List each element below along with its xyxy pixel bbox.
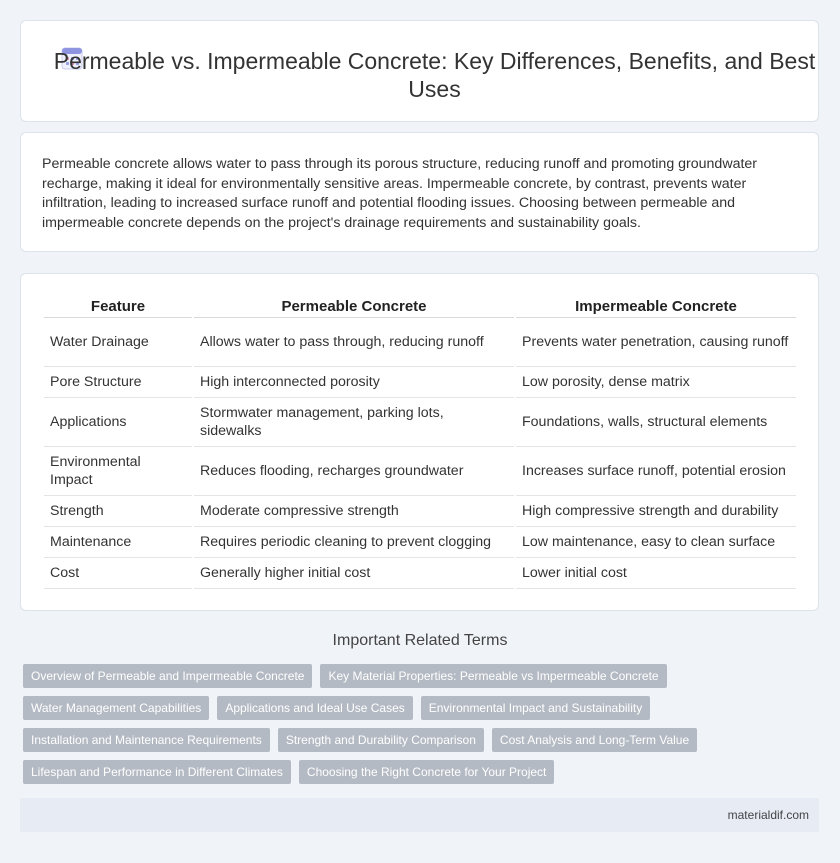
column-header-feature: Feature: [44, 296, 192, 318]
table-cell-impermeable: Low porosity, dense matrix: [516, 367, 796, 398]
related-term-link[interactable]: Water Management Capabilities: [23, 696, 209, 720]
related-term-link[interactable]: Applications and Ideal Use Cases: [217, 696, 412, 720]
table-cell-permeable: Allows water to pass through, reducing runoff: [194, 318, 514, 367]
column-header-impermeable: Impermeable Concrete: [516, 296, 796, 318]
table-row: [44, 367, 796, 398]
table-cell-feature: Applications: [44, 398, 192, 447]
table-header-row: [44, 296, 796, 318]
table-row: [44, 496, 796, 527]
related-term-link[interactable]: Environmental Impact and Sustainability: [421, 696, 650, 720]
table-cell-feature: Cost: [44, 558, 192, 589]
table-cell-impermeable: Increases surface runoff, potential erosion: [516, 447, 796, 496]
intro-paragraph: Permeable concrete allows water to pass through its porous structure, reducing runoff and promoting groundwater recharge, making it ideal for environmentally sensitive areas. Impermeable concrete, by contrast, prevents water infiltration, leading to increased surface runoff and potential flooding issues. Choosing between permeable and impermeable concrete depends on the project's drainage requirements and sustainability goals.: [42, 156, 758, 231]
table-cell-feature: Maintenance: [44, 527, 192, 558]
table-row: [44, 398, 796, 447]
table-cell-impermeable: Prevents water penetration, causing runoff: [516, 318, 796, 367]
table-cell-permeable: Requires periodic cleaning to prevent clogging: [194, 527, 514, 558]
related-term-link[interactable]: Strength and Durability Comparison: [278, 728, 484, 752]
table-cell-permeable: Generally higher initial cost: [194, 558, 514, 589]
related-term-link[interactable]: Overview of Permeable and Impermeable Concrete: [23, 664, 312, 688]
table-cell-impermeable: Lower initial cost: [516, 558, 796, 589]
related-term-link[interactable]: Installation and Maintenance Requirements: [23, 728, 270, 752]
comparison-card: [20, 273, 819, 611]
table-row: [44, 318, 796, 367]
comparison-table: [42, 296, 798, 589]
table-cell-impermeable: Foundations, walls, structural elements: [516, 398, 796, 447]
table-cell-feature: Pore Structure: [44, 367, 192, 398]
column-header-permeable: Permeable Concrete: [194, 296, 514, 318]
table-row: [44, 558, 796, 589]
table-cell-permeable: High interconnected porosity: [194, 367, 514, 398]
intro-card: [20, 132, 819, 252]
related-term-link[interactable]: Lifespan and Performance in Different Climates: [23, 760, 291, 784]
footer-site-link[interactable]: materialdif.com: [727, 808, 809, 822]
title-card: [20, 20, 819, 122]
related-term-link[interactable]: Cost Analysis and Long-Term Value: [492, 728, 697, 752]
table-cell-impermeable: Low maintenance, easy to clean surface: [516, 527, 796, 558]
table-cell-permeable: Stormwater management, parking lots, sidewalks: [194, 398, 514, 447]
related-term-link[interactable]: Key Material Properties: Permeable vs Impermeable Concrete: [320, 664, 666, 688]
table-row: [44, 527, 796, 558]
related-term-link[interactable]: Choosing the Right Concrete for Your Project: [299, 760, 554, 784]
table-cell-feature: Strength: [44, 496, 192, 527]
table-row: [44, 447, 796, 496]
page-title: Permeable vs. Impermeable Concrete: Key Differences, Benefits, and Best Uses: [53, 48, 816, 102]
table-cell-feature: Environmental Impact: [44, 447, 192, 496]
related-terms-list: [23, 664, 803, 784]
footer-bar: [20, 798, 819, 832]
table-cell-feature: Water Drainage: [44, 318, 192, 367]
table-cell-permeable: Moderate compressive strength: [194, 496, 514, 527]
table-cell-impermeable: High compressive strength and durability: [516, 496, 796, 527]
related-terms-heading: Important Related Terms: [332, 632, 508, 649]
table-cell-permeable: Reduces flooding, recharges groundwater: [194, 447, 514, 496]
